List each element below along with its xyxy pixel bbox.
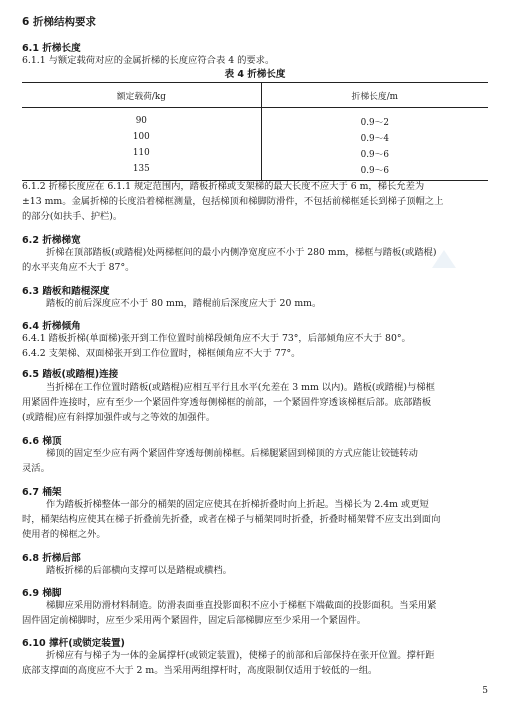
watermark-logo-icon [430, 248, 458, 270]
section-6-9-title: 6.9 梯脚 [22, 588, 62, 599]
section-6-5-line: (或踏棍)应有斜撑加强件或与之等效的加强件。 [22, 412, 216, 423]
section-6-6-line: 灵活。 [22, 463, 50, 474]
table-cell-length: 0.9～2 [360, 117, 389, 128]
section-6-2-line: 的水平夹角应不大于 87°。 [22, 262, 135, 273]
section-6-9-line: 固件固定前梯脚时，应至少采用两个紧固件，固定后部梯脚应至少采用一个紧固件。 [22, 615, 366, 626]
section-6-10-line: 底部支撑面的高度应不大于 2 m。当采用两组撑杆时，高度限制仅适用于较低的一组。 [22, 665, 378, 676]
table-header-row [22, 83, 488, 108]
table-row [22, 108, 488, 130]
section-6-9-line: 梯脚应采用防滑材料制造。防滑表面垂直投影面积不应小于梯框下端截面的投影面积。当采用紧 [46, 600, 437, 611]
section-6-6-line: 梯顶的固定至少应有两个紧固件穿透每侧前梯框。后梯腿紧固到梯顶的方式应能让铰链转动 [46, 448, 418, 459]
section-6-8-title: 6.8 折梯后部 [22, 553, 81, 564]
section-6-10-title: 6.10 撑杆(或锁定装置) [22, 638, 125, 649]
section-6-7-line: 作为踏板折梯整体一部分的桶架的固定应使其在折梯折叠时向上折起。当梯长为 2.4m 或更短 [46, 499, 429, 510]
section-6-2-title: 6.2 折梯梯宽 [22, 235, 81, 246]
table-cell-length: 0.9～6 [360, 165, 389, 176]
table-caption: 表 4 折梯长度 [224, 69, 286, 80]
section-6-1-2-line: 6.1.2 折梯长度应在 6.1.1 规定范围内，踏板折梯或支架梯的最大长度不应大于 6 m，梯长允差为 [22, 181, 425, 192]
section-6-1-title: 6.1 折梯长度 [22, 43, 81, 54]
section-6-5-line: 当折梯在工作位置时踏板(或踏棍)应相互平行且水平(允差在 3 mm 以内)。踏板(或踏棍)与梯框 [46, 382, 435, 393]
page-number: 5 [482, 686, 488, 696]
section-6-4-1-text: 6.4.1 踏板折梯(单面梯)张开到工作位置时前梯段倾角应不大于 73°，后部倾角应不大于 80°。 [22, 333, 411, 344]
section-6-1-1-text: 6.1.1 与额定载荷对应的金属折梯的长度应符合表 4 的要求。 [22, 55, 275, 66]
section-6-7-line: 使用者的梯框之外。 [22, 529, 106, 540]
section-6-2-line: 折梯在顶部踏板(或踏棍)处两梯框间的最小内侧净宽度应不小于 280 mm，梯框与踏板(或踏棍) [46, 247, 437, 258]
section-6-5-title: 6.5 踏板(或踏棍)连接 [22, 369, 119, 380]
table-cell-load: 100 [22, 129, 261, 145]
section-6-4-2-text: 6.4.2 支架梯、双面梯张开到工作位置时，梯框倾角应不大于 77°。 [22, 348, 301, 359]
table-cell-load: 110 [22, 145, 261, 161]
section-6-3-line: 踏板的前后深度应不小于 80 mm，踏棍前后深度应大于 20 mm。 [46, 298, 322, 309]
table-cell-load: 135 [22, 161, 261, 181]
length-table [22, 82, 488, 181]
section-6-7-line: 时，桶架结构应使其在梯子折叠前先折叠，或者在梯子与桶架同时折叠，折叠时桶架臂不应支出到面向 [22, 514, 441, 525]
section-6-5-line: 用紧固件连接时，应有至少一个紧固件穿透每侧梯框的前部，一个紧固件穿透该梯框后部。底部踏板 [22, 397, 432, 408]
chapter-heading: 6 折梯结构要求 [22, 16, 96, 28]
section-6-10-line: 折梯应有与梯子为一体的金属撑杆(或锁定装置)，使梯子的前部和后部保持在张开位置。撑杆距 [46, 650, 435, 661]
section-6-3-title: 6.3 踏板和踏棍深度 [22, 286, 110, 297]
table-row [22, 129, 488, 145]
section-6-7-title: 6.7 桶架 [22, 487, 62, 498]
table-row [22, 145, 488, 161]
section-6-1-2-line: ±13 mm。金属折梯的长度沿着梯框测量，包括梯顶和梯脚防滑件，不包括前梯框延长到梯子顶帽之上 [22, 196, 444, 207]
table-cell-length: 0.9～4 [360, 133, 389, 144]
section-6-1-2-line: 的部分(如扶手、护栏)。 [22, 211, 123, 222]
table-header-load: 额定载荷/kg [22, 83, 261, 108]
table-header-length: 折梯长度/m [261, 83, 488, 108]
section-6-6-title: 6.6 梯顶 [22, 436, 62, 447]
section-6-4-title: 6.4 折梯倾角 [22, 321, 81, 332]
section-6-8-line: 踏板折梯的后部横向支撑可以是踏棍或横档。 [46, 565, 232, 576]
table-row [22, 161, 488, 181]
table-cell-length: 0.9～6 [360, 149, 389, 160]
table-cell-load: 90 [22, 108, 261, 130]
